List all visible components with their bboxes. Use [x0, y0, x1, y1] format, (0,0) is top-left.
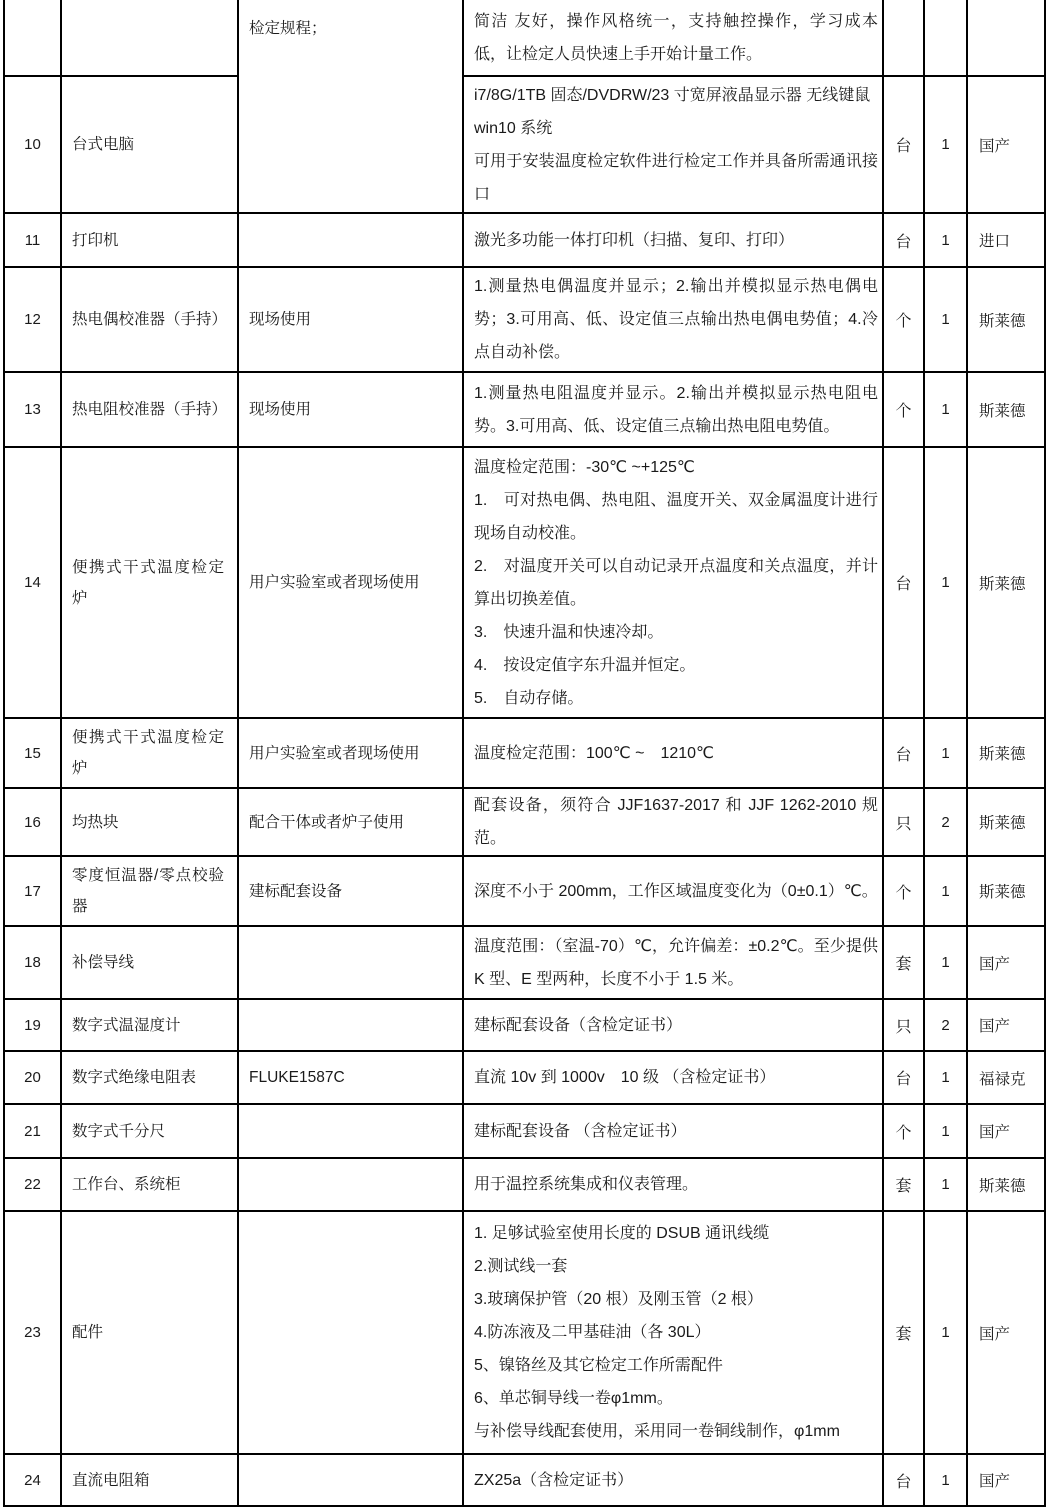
- table-row: [4, 1454, 1045, 1506]
- table-row: [4, 1211, 1045, 1454]
- origin-cell: 国产: [967, 76, 1045, 213]
- description-line: 4.防冻液及二甲基硅油（各 30L）: [474, 1324, 711, 1341]
- quantity-cell: 1: [924, 267, 967, 372]
- row-number-cell: 19: [4, 999, 61, 1051]
- quantity-cell: 1: [924, 1454, 967, 1506]
- unit-cell: 台: [883, 76, 924, 213]
- unit-cell: 套: [883, 1211, 924, 1454]
- unit-cell: 个: [883, 856, 924, 926]
- usage-note-cell: 现场使用: [238, 267, 463, 372]
- description-cell: [463, 1051, 883, 1104]
- description-cell: [463, 788, 883, 856]
- quantity-cell: 2: [924, 999, 967, 1051]
- equipment-name-cell: 配件: [61, 1211, 238, 1454]
- quantity-cell: 1: [924, 1211, 967, 1454]
- table-row: [4, 718, 1045, 788]
- table-row: [4, 447, 1045, 718]
- quantity-cell: 1: [924, 1104, 967, 1158]
- description-line: win10 系统: [474, 119, 553, 137]
- table-row: [4, 926, 1045, 999]
- equipment-name-cell: 便携式干式温度检定炉: [61, 447, 238, 718]
- description-cell: [463, 1454, 883, 1506]
- equipment-name-cell: 数字式千分尺: [61, 1104, 238, 1158]
- row-number-cell: 21: [4, 1104, 61, 1158]
- row-number-cell: 22: [4, 1158, 61, 1211]
- usage-note-cell: [238, 999, 463, 1051]
- origin-cell: 斯莱德: [967, 267, 1045, 372]
- unit-cell: 套: [883, 926, 924, 999]
- quantity-cell: 1: [924, 213, 967, 267]
- description-line: 温度范围：（室温-70）℃，允许偏差：±0.2℃。至少提供 K 型、E 型两种，长度不小于 1.5 米。: [474, 937, 878, 988]
- usage-note-cell: [238, 1211, 463, 1454]
- equipment-spec-table: [3, 0, 1046, 1507]
- usage-note-cell: 检定规程；: [238, 0, 463, 213]
- table-row: [4, 788, 1045, 856]
- row-number-cell: 10: [4, 76, 61, 213]
- unit-cell: 台: [883, 718, 924, 788]
- usage-note-cell: [238, 926, 463, 999]
- equipment-name-cell: 打印机: [61, 213, 238, 267]
- description-line: 建标配套设备 （含检定证书）: [474, 1122, 687, 1140]
- description-line: 激光多功能一体打印机（扫描、复印、打印）: [474, 231, 795, 249]
- description-line: 温度检定范围：-30℃ ~+125℃: [474, 458, 695, 476]
- table-row: [4, 1051, 1045, 1104]
- equipment-name-cell: 零度恒温器/零点校验器: [61, 856, 238, 926]
- row-number-cell: 16: [4, 788, 61, 856]
- usage-note-cell: FLUKE1587C: [238, 1051, 463, 1104]
- usage-note-cell: 现场使用: [238, 372, 463, 447]
- description-line: 1. 足够试验室使用长度的 DSUB 通讯线缆: [474, 1225, 770, 1242]
- description-cell: [463, 76, 883, 213]
- table-row: [4, 999, 1045, 1051]
- table-row: [4, 267, 1045, 372]
- description-line: 2.测试线一套: [474, 1258, 568, 1275]
- description-line: 深度不小于 200mm，工作区域温度变化为（0±0.1）℃。: [474, 882, 878, 900]
- equipment-name-cell: 热电偶校准器（手持）: [61, 267, 238, 372]
- row-number-cell: 12: [4, 267, 61, 372]
- quantity-cell: [924, 0, 967, 76]
- unit-cell: 只: [883, 788, 924, 856]
- description-line: 6、单芯铜导线一卷φ1mm。: [474, 1390, 673, 1407]
- equipment-name-cell: 工作台、系统柜: [61, 1158, 238, 1211]
- description-line: 2. 对温度开关可以自动记录开点温度和关点温度，并计算出切换差值。: [474, 557, 878, 608]
- origin-cell: 国产: [967, 1211, 1045, 1454]
- equipment-name-cell: 均热块: [61, 788, 238, 856]
- quantity-cell: 1: [924, 1051, 967, 1104]
- description-line: 可用于安装温度检定软件进行检定工作并具备所需通讯接口: [474, 152, 878, 203]
- table-row: [4, 856, 1045, 926]
- origin-cell: [967, 0, 1045, 76]
- description-cell: [463, 447, 883, 718]
- description-line: 直流 10v 到 1000v 10 级 （含检定证书）: [474, 1069, 776, 1086]
- quantity-cell: 1: [924, 718, 967, 788]
- row-number-cell: [4, 0, 61, 76]
- equipment-name-cell: 台式电脑: [61, 76, 238, 213]
- unit-cell: 台: [883, 1051, 924, 1104]
- unit-cell: 个: [883, 1104, 924, 1158]
- usage-note-cell: 建标配套设备: [238, 856, 463, 926]
- table-row: [4, 76, 1045, 213]
- origin-cell: 国产: [967, 999, 1045, 1051]
- origin-cell: 斯莱德: [967, 788, 1045, 856]
- equipment-name-cell: 直流电阻箱: [61, 1454, 238, 1506]
- quantity-cell: 1: [924, 76, 967, 213]
- unit-cell: 只: [883, 999, 924, 1051]
- table-row: [4, 372, 1045, 447]
- equipment-name-cell: [61, 0, 238, 76]
- usage-note-cell: [238, 1454, 463, 1506]
- origin-cell: 斯莱德: [967, 372, 1045, 447]
- row-number-cell: 23: [4, 1211, 61, 1454]
- row-number-cell: 13: [4, 372, 61, 447]
- usage-note-cell: 用户实验室或者现场使用: [238, 718, 463, 788]
- description-line: 温度检定范围：100℃ ~ 1210℃: [474, 744, 715, 762]
- quantity-cell: 1: [924, 856, 967, 926]
- description-line: 简洁 友好，操作风格统一，支持触控操作，学习成本低，让检定人员快速上手开始计量工作。: [474, 12, 878, 63]
- description-line: 用于温控系统集成和仪表管理。: [474, 1176, 699, 1193]
- description-line: 1. 可对热电偶、热电阻、温度开关、双金属温度计进行现场自动校准。: [474, 491, 878, 542]
- description-line: 3. 快速升温和快速冷却。: [474, 623, 664, 641]
- quantity-cell: 1: [924, 447, 967, 718]
- row-number-cell: 15: [4, 718, 61, 788]
- unit-cell: 台: [883, 447, 924, 718]
- quantity-cell: 1: [924, 1158, 967, 1211]
- description-cell: [463, 1104, 883, 1158]
- origin-cell: 国产: [967, 1454, 1045, 1506]
- description-cell: [463, 718, 883, 788]
- origin-cell: 国产: [967, 1104, 1045, 1158]
- row-number-cell: 11: [4, 213, 61, 267]
- origin-cell: 斯莱德: [967, 1158, 1045, 1211]
- table-row: [4, 1158, 1045, 1211]
- description-cell: [463, 1211, 883, 1454]
- row-number-cell: 14: [4, 447, 61, 718]
- unit-cell: 个: [883, 372, 924, 447]
- origin-cell: 进口: [967, 213, 1045, 267]
- description-cell: [463, 267, 883, 372]
- description-line: 1.测量热电偶温度并显示；2.输出并模拟显示热电偶电势；3.可用高、低、设定值三点输出热电偶电势值；4.冷点自动补偿。: [474, 278, 878, 361]
- usage-note-cell: [238, 1158, 463, 1211]
- origin-cell: 福禄克: [967, 1051, 1045, 1104]
- description-cell: [463, 372, 883, 447]
- usage-note-cell: [238, 213, 463, 267]
- description-line: 5. 自动存储。: [474, 689, 584, 707]
- quantity-cell: 1: [924, 926, 967, 999]
- table-row: [4, 213, 1045, 267]
- usage-note-cell: 用户实验室或者现场使用: [238, 447, 463, 718]
- table-row-continued: [4, 0, 1045, 76]
- origin-cell: 斯莱德: [967, 718, 1045, 788]
- equipment-name-cell: 便携式干式温度检定炉: [61, 718, 238, 788]
- description-line: 建标配套设备（含检定证书）: [474, 1016, 683, 1034]
- usage-note-cell: 配合干体或者炉子使用: [238, 788, 463, 856]
- description-cell: [463, 926, 883, 999]
- description-cell: [463, 856, 883, 926]
- origin-cell: 斯莱德: [967, 447, 1045, 718]
- row-number-cell: 24: [4, 1454, 61, 1506]
- description-line: 5、镍铬丝及其它检定工作所需配件: [474, 1357, 723, 1374]
- quantity-cell: 2: [924, 788, 967, 856]
- usage-note-cell: [238, 1104, 463, 1158]
- equipment-name-cell: 热电阻校准器（手持）: [61, 372, 238, 447]
- equipment-name-cell: 数字式绝缘电阻表: [61, 1051, 238, 1104]
- description-cell: [463, 213, 883, 267]
- unit-cell: 台: [883, 1454, 924, 1506]
- quantity-cell: 1: [924, 372, 967, 447]
- description-cell: [463, 0, 883, 76]
- description-line: 配套设备，须符合 JJF1637-2017 和 JJF 1262-2010 规范。: [474, 797, 878, 847]
- unit-cell: 个: [883, 267, 924, 372]
- table-row: [4, 1104, 1045, 1158]
- description-line: ZX25a（含检定证书）: [474, 1471, 634, 1489]
- row-number-cell: 20: [4, 1051, 61, 1104]
- unit-cell: 台: [883, 213, 924, 267]
- row-number-cell: 18: [4, 926, 61, 999]
- unit-cell: [883, 0, 924, 76]
- equipment-name-cell: 数字式温湿度计: [61, 999, 238, 1051]
- description-line: i7/8G/1TB 固态/DVDRW/23 寸宽屏液晶显示器 无线键鼠: [474, 86, 871, 104]
- description-line: 与补偿导线配套使用，采用同一卷铜线制作，φ1mm: [474, 1423, 840, 1440]
- description-line: 3.玻璃保护管（20 根）及刚玉管（2 根）: [474, 1291, 763, 1308]
- description-line: 4. 按设定值字东升温并恒定。: [474, 656, 696, 674]
- description-cell: [463, 999, 883, 1051]
- unit-cell: 套: [883, 1158, 924, 1211]
- origin-cell: 国产: [967, 926, 1045, 999]
- description-line: 1.测量热电阻温度并显示。2.输出并模拟显示热电阻电势。3.可用高、低、设定值三点输出热电阻电势值。: [474, 384, 878, 435]
- description-cell: [463, 1158, 883, 1211]
- equipment-name-cell: 补偿导线: [61, 926, 238, 999]
- row-number-cell: 17: [4, 856, 61, 926]
- origin-cell: 斯莱德: [967, 856, 1045, 926]
